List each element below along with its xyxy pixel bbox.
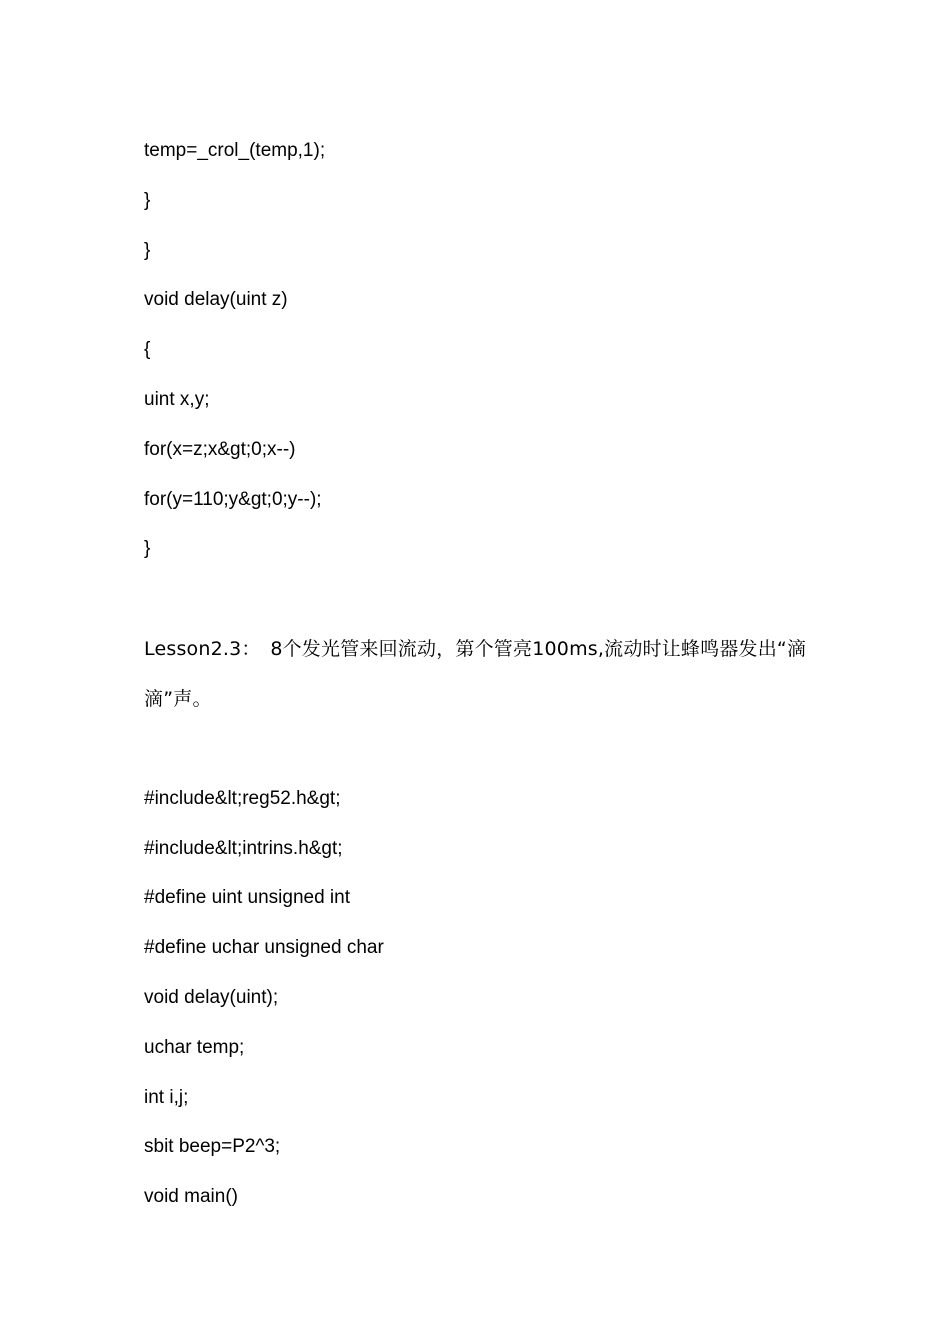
code-line: int i,j; [144, 1086, 189, 1108]
code-line: } [144, 189, 151, 211]
code-line: for(y=110;y&gt;0;y--); [144, 488, 322, 510]
document-content [144, 126, 824, 1222]
code-line: sbit beep=P2^3; [144, 1136, 281, 1158]
blank-line [144, 724, 824, 774]
code-line: } [144, 239, 151, 261]
code-line: #include&lt;intrins.h&gt; [144, 837, 343, 859]
code-line: #define uchar unsigned char [144, 937, 384, 959]
blank-line [144, 574, 824, 624]
code-line: #include&lt;reg52.h&gt; [144, 787, 341, 809]
code-line: void main() [144, 1186, 238, 1208]
code-line: void delay(uint z) [144, 289, 288, 311]
code-line: uint x,y; [144, 388, 210, 410]
code-line: { [144, 339, 151, 361]
code-line: } [144, 538, 151, 560]
code-line: for(x=z;x&gt;0;x--) [144, 438, 296, 460]
code-line: temp=_crol_(temp,1); [144, 140, 326, 161]
code-line: #define uint unsigned int [144, 887, 350, 909]
code-line: uchar temp; [144, 1036, 245, 1058]
lesson-heading: Lesson2.3： 8个发光管来回流动，第个管亮100ms,流动时让蜂鸣器发出“滴滴”声。 [144, 637, 807, 710]
code-line: void delay(uint); [144, 986, 279, 1008]
